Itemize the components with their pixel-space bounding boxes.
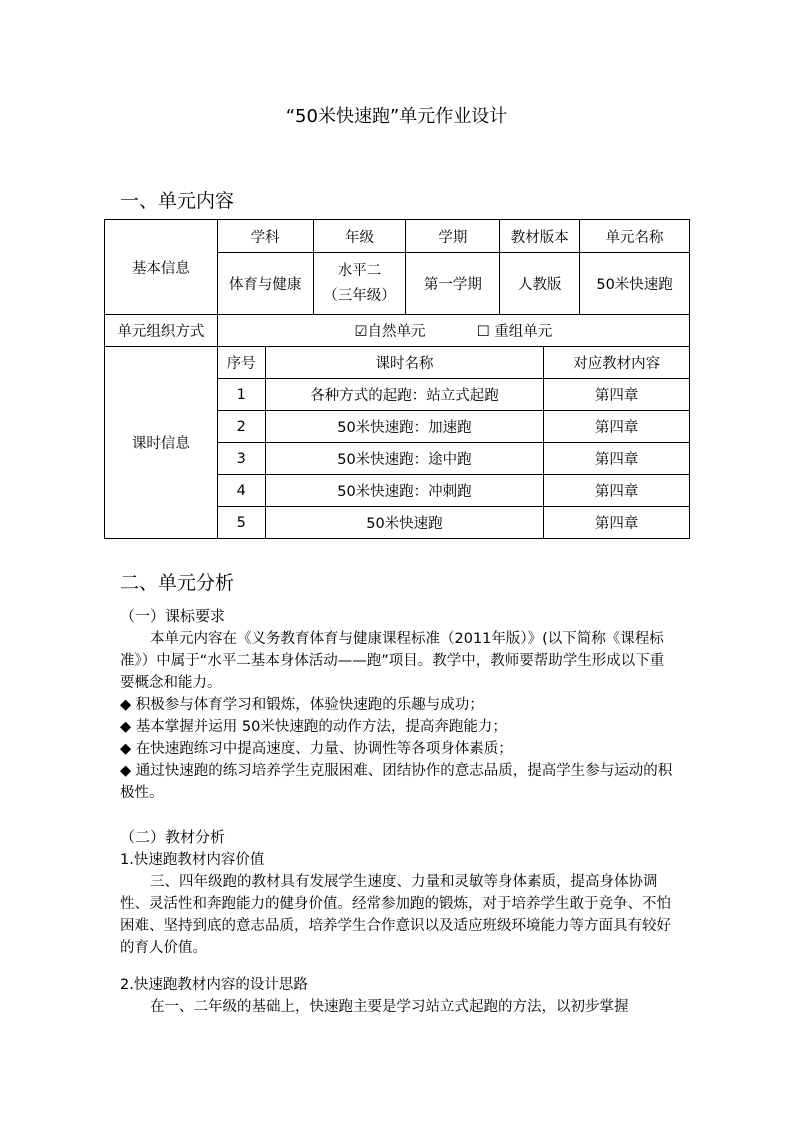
section-heading-unit-analysis: 二、单元分析	[120, 572, 235, 594]
lesson-chapter: 第四章	[544, 443, 690, 475]
subheading-curriculum-requirements: （一）课标要求	[120, 607, 226, 625]
lesson-no: 1	[217, 379, 265, 411]
item1-heading: 1.快速跑教材内容价值	[120, 852, 265, 868]
lesson-name: 各种方式的起跑：站立式起跑	[265, 379, 544, 411]
org-option-regroup[interactable]: ☐ 重组单元	[476, 324, 553, 340]
value-grade-line2: （三年级）	[323, 287, 396, 304]
header-grade: 年级	[313, 220, 406, 253]
lesson-header-no: 序号	[217, 347, 265, 379]
lesson-header-chapter: 对应教材内容	[544, 347, 690, 379]
header-semester: 学期	[406, 220, 500, 253]
value-subject: 体育与健康	[217, 253, 313, 315]
list-item: ◆ 通过快速跑的练习培养学生克服困难、团结协作的意志品质，提高学生参与运动的积极性。	[120, 763, 673, 801]
unit-info-table	[104, 219, 690, 539]
list-item: ◆ 基本掌握并运用 50米快速跑的动作方法，提高奔跑能力；	[120, 719, 507, 735]
lesson-name: 50米快速跑：途中跑	[265, 443, 544, 475]
value-grade	[313, 253, 406, 315]
lesson-no: 2	[217, 411, 265, 443]
lesson-name: 50米快速跑	[265, 507, 544, 539]
item1-paragraph: 三、四年级跑的教材具有发展学生速度、力量和灵敏等身体素质，提高身体协调性、灵活性和奔跑能力的健身价值。经常参加跑的锻炼，对于培养学生敢于竞争、不怕困难、坚持到底的意志品质，培养学生合作意识以及适应班级环境能力等方面具有较好的育人价值。	[120, 874, 671, 956]
item2-heading: 2.快速跑教材内容的设计思路	[120, 977, 308, 993]
item2-paragraph: 在一、二年级的基础上，快速跑主要是学习站立式起跑的方法，以初步掌握	[150, 999, 629, 1015]
basic-info-label: 基本信息	[105, 220, 218, 315]
value-edition: 人教版	[500, 253, 580, 315]
lesson-info-label: 课时信息	[105, 347, 218, 539]
org-options	[217, 315, 689, 347]
lesson-no: 3	[217, 443, 265, 475]
header-subject: 学科	[217, 220, 313, 253]
lesson-chapter: 第四章	[544, 475, 690, 507]
lesson-chapter: 第四章	[544, 411, 690, 443]
lesson-chapter: 第四章	[544, 507, 690, 539]
lesson-no: 5	[217, 507, 265, 539]
value-grade-line1: 水平二	[337, 262, 382, 279]
list-item: ◆ 积极参与体育学习和锻炼，体验快速跑的乐趣与成功；	[120, 697, 484, 713]
header-unit-name: 单元名称	[580, 220, 690, 253]
org-option-natural[interactable]: ☑自然单元	[354, 324, 426, 340]
list-item: ◆ 在快速跑练习中提高速度、力量、协调性等各项身体素质；	[120, 741, 513, 757]
lesson-no: 4	[217, 475, 265, 507]
lesson-chapter: 第四章	[544, 379, 690, 411]
value-semester: 第一学期	[406, 253, 500, 315]
lesson-name: 50米快速跑：冲刺跑	[265, 475, 544, 507]
document-title: “50米快速跑”单元作业设计	[285, 106, 508, 127]
curriculum-intro-paragraph: 本单元内容在《义务教育体育与健康课程标准（2011年版）》(以下简称《课程标准》）中属于“水平二基本身体活动——跑”项目。教学中，教师要帮助学生形成以下重要概念和能力。	[120, 631, 665, 691]
header-edition: 教材版本	[500, 220, 580, 253]
section-heading-unit-content: 一、单元内容	[120, 190, 235, 212]
lesson-header-name: 课时名称	[265, 347, 544, 379]
value-unit-name: 50米快速跑	[580, 253, 690, 315]
org-label: 单元组织方式	[105, 315, 218, 347]
subheading-textbook-analysis: （二）教材分析	[120, 828, 226, 846]
lesson-name: 50米快速跑：加速跑	[265, 411, 544, 443]
